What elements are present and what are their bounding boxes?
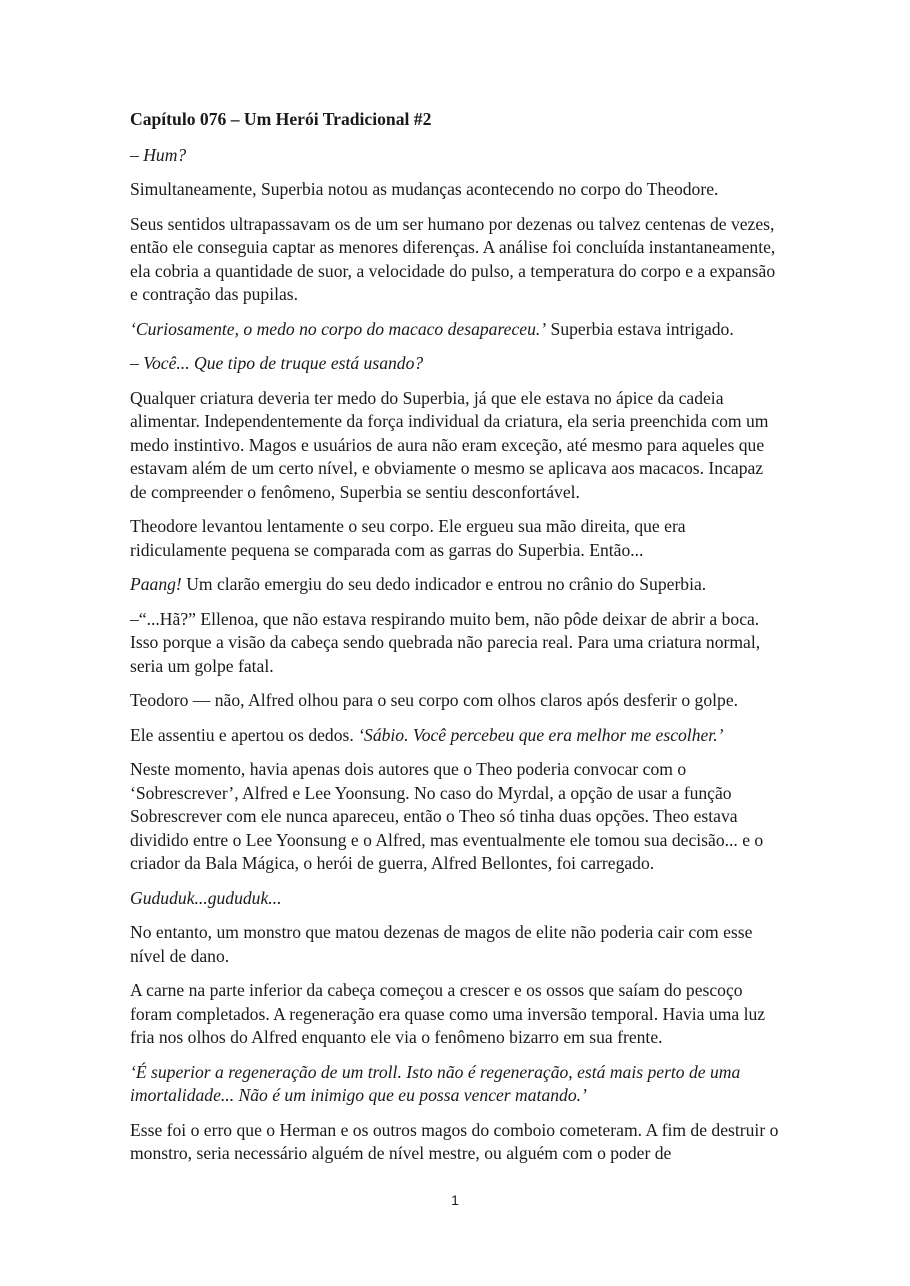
paragraph-text: Superbia estava intrigado.	[546, 318, 734, 339]
paragraph-text: Um clarão emergiu do seu dedo indicador e entrou no crânio do Superbia.	[181, 574, 707, 594]
paragraph: Teodoro — não, Alfred olhou para o seu corpo com olhos claros após desferir o golpe.	[130, 690, 739, 710]
italic-thought: ‘Curiosamente, o medo no corpo do macaco desapareceu.’	[130, 318, 547, 339]
paragraph-text: Ele assentiu e apertou os dedos.	[130, 724, 359, 745]
paragraph: Gududuk...gududuk...	[130, 887, 282, 908]
italic-sound: Paang!	[130, 574, 182, 594]
paragraph: Neste momento, havia apenas dois autores que o Theo poderia convocar com o ‘Sobrescrever’, Alfred e Lee Yoonsung. No caso do Myrdal, a opção de usar a função Sobrescrever com ele nunca apareceu, então o Theo só tinha duas opções. Theo estava dividido entre o Lee Yoonsung e o Alfred, mas eventualmente ele tomou sua decisão... e o criador da Bala Mágica, o herói de guerra, Alfred Bellontes, foi carregado.	[130, 759, 764, 873]
paragraph: Theodore levantou lentamente o seu corpo. Ele ergueu sua mão direita, que era ridiculamente pequena se comparada com as garras do Superbia. Então...	[130, 516, 686, 560]
paragraph	[130, 573, 782, 597]
paragraph: A carne na parte inferior da cabeça começou a crescer e os ossos que saíam do pescoço foram completados. A regeneração era quase como uma inversão temporal. Havia uma luz fria nos olhos do Alfred enquanto ele via o fenômeno bizarro em sua frente.	[130, 980, 766, 1047]
paragraph	[130, 318, 782, 342]
document-body	[130, 108, 782, 1177]
paragraph: – Hum?	[130, 144, 187, 165]
italic-thought: ‘Sábio. Você percebeu que era melhor me escolher.’	[358, 724, 724, 745]
paragraph: – Você... Que tipo de truque está usando?	[130, 353, 424, 373]
paragraph: Simultaneamente, Superbia notou as mudanças acontecendo no corpo do Theodore.	[130, 179, 719, 199]
paragraph: Esse foi o erro que o Herman e os outros magos do comboio cometeram. A fim de destruir o monstro, seria necessário alguém de nível mestre, ou alguém com o poder de	[130, 1119, 779, 1163]
paragraph: Qualquer criatura deveria ter medo do Superbia, já que ele estava no ápice da cadeia alimentar. Independentemente da força individual da criatura, ela seria preenchida com um medo instintivo. Magos e usuários de aura não eram exceção, até mesmo para aqueles que estavam além de um certo nível, e obviamente o mesmo se aplicava aos macacos. Incapaz de compreender o fenômeno, Superbia se sentiu desconfortável.	[130, 387, 769, 502]
paragraph	[130, 724, 782, 748]
paragraph: –“...Hã?” Ellenoa, que não estava respirando muito bem, não pôde deixar de abrir a boca. Isso porque a visão da cabeça sendo quebrada não parecia real. Para uma criatura normal, seria um golpe fatal.	[130, 608, 761, 676]
paragraph: Seus sentidos ultrapassavam os de um ser humano por dezenas ou talvez centenas de vezes, então ele conseguia captar as menores diferenças. A análise foi concluída instantaneamente, ela cobria a quantidade de suor, a velocidade do pulso, a temperatura do corpo e a expansão e contração das pupilas.	[130, 213, 776, 304]
chapter-title: Capítulo 076 – Um Herói Tradicional #2	[130, 109, 432, 129]
paragraph: ‘É superior a regeneração de um troll. Isto não é regeneração, está mais perto de uma imortalidade... Não é um inimigo que eu possa vencer matando.’	[130, 1061, 741, 1105]
paragraph: No entanto, um monstro que matou dezenas de magos de elite não poderia cair com esse nível de dano.	[130, 922, 753, 966]
page-number: 1	[451, 1192, 459, 1208]
